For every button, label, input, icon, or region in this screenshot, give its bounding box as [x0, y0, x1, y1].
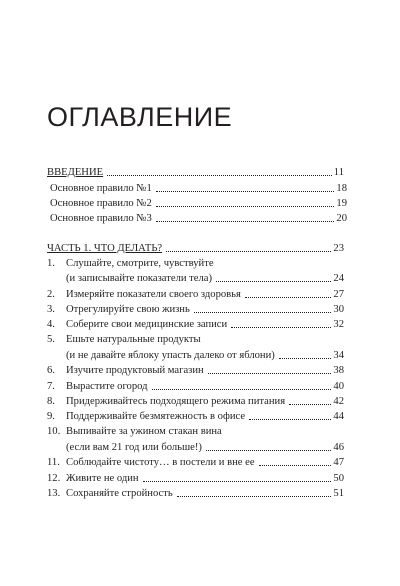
toc-page-number: 40 [333, 381, 344, 392]
toc-item-number: 13. [47, 488, 61, 499]
toc-item-1-first-line [47, 255, 214, 270]
toc-page-number: 51 [333, 488, 344, 499]
toc-item-number: 1. [47, 258, 55, 269]
toc-entry-label: Измеряйте показатели своего здоровья [66, 289, 241, 300]
toc-entry-item-7[interactable] [47, 378, 344, 393]
toc-page-number: 42 [333, 396, 344, 407]
toc-entry-label: ВВЕДЕНИЕ [47, 167, 104, 178]
toc-entry-item-10[interactable] [47, 439, 344, 454]
toc-entry-item-12[interactable] [47, 470, 344, 485]
toc-entry-item-6[interactable] [47, 362, 344, 377]
toc-entry-intro[interactable] [47, 164, 344, 179]
dot-leader [166, 250, 331, 252]
toc-entry-label: ЧАСТЬ 1. ЧТО ДЕЛАТЬ? [47, 243, 163, 254]
toc-entry-rule-2[interactable] [47, 195, 347, 210]
dot-leader [216, 280, 331, 282]
toc-entry-label: Основное правило №2 [50, 198, 152, 209]
toc-entry-rule-1[interactable] [47, 180, 347, 195]
toc-entry-item-2[interactable] [47, 286, 344, 301]
toc-entry-item-4[interactable] [47, 316, 344, 331]
toc-entry-label: Живите не один [66, 473, 139, 484]
toc-entry-label: Отрегулируйте свою жизнь [66, 304, 190, 315]
toc-item-number: 7. [47, 381, 55, 392]
dot-leader [259, 464, 332, 466]
dot-leader [156, 205, 335, 207]
toc-entry-label: Придерживайтесь подходящего режима питания [66, 396, 286, 407]
toc-entry-item-13[interactable] [47, 485, 344, 500]
toc-item-number: 11. [47, 457, 60, 468]
toc-entry-label: Сохраняйте стройность [66, 488, 173, 499]
toc-page-number: 32 [333, 319, 344, 330]
toc-page-number: 34 [333, 350, 344, 361]
toc-item-number: 10. [47, 426, 61, 437]
dot-leader [156, 190, 335, 192]
toc-page-number: 19 [336, 198, 347, 209]
toc-entry-label-continued: (и не давайте яблоку упасть далеко от яблони) [66, 350, 275, 361]
toc-entry-label: Слушайте, смотрите, чувствуйте [66, 258, 214, 269]
dot-leader [156, 220, 335, 222]
toc-entry-label-continued: (и записывайте показатели тела) [66, 273, 213, 284]
toc-item-number: 3. [47, 304, 55, 315]
toc-entry-rule-3[interactable] [47, 210, 347, 225]
page-title: ОГЛАВЛЕНИЕ [47, 102, 233, 132]
toc-item-number: 12. [47, 473, 61, 484]
toc-entry-label: Соблюдайте чистоту… в постели и вне ее [66, 457, 255, 468]
toc-page-number: 11 [333, 167, 344, 178]
toc-item-5-first-line [47, 331, 201, 346]
toc-page-number: 44 [333, 411, 344, 422]
dot-leader [143, 480, 332, 482]
toc-page-number: 23 [333, 243, 344, 254]
toc-entry-item-9[interactable] [47, 408, 344, 423]
toc-entry-label: Изучите продуктовый магазин [66, 365, 204, 376]
toc-page-number: 27 [333, 289, 344, 300]
toc-entry-part-1[interactable] [47, 240, 344, 255]
dot-leader [177, 495, 332, 497]
toc-entry-label: Основное правило №3 [50, 213, 152, 224]
dot-leader [231, 326, 331, 328]
dot-leader [194, 311, 332, 313]
toc-entry-label: Поддерживайте безмятежность в офисе [66, 411, 246, 422]
toc-entry-label: Основное правило №1 [50, 183, 152, 194]
toc-item-number: 2. [47, 289, 55, 300]
dot-leader [206, 449, 331, 451]
toc-entry-item-5[interactable] [47, 347, 344, 362]
toc-item-number: 9. [47, 411, 55, 422]
toc-page-number: 24 [333, 273, 344, 284]
toc-page-number: 30 [333, 304, 344, 315]
dot-leader [249, 418, 331, 420]
toc-page-number: 46 [333, 442, 344, 453]
toc-entry-label: Ешьте натуральные продукты [66, 334, 201, 345]
dot-leader [245, 296, 332, 298]
toc-item-number: 8. [47, 396, 55, 407]
toc-item-number: 6. [47, 365, 55, 376]
dot-leader [279, 357, 332, 359]
toc-entry-label: Соберите свои медицинские записи [66, 319, 228, 330]
toc-entry-item-11[interactable] [47, 454, 344, 469]
toc-item-number: 4. [47, 319, 55, 330]
toc-page-number: 50 [333, 473, 344, 484]
dot-leader [289, 403, 331, 405]
toc-entry-label: Выпивайте за ужином стакан вина [66, 426, 222, 437]
toc-entry-item-1[interactable] [47, 270, 344, 285]
dot-leader [208, 372, 332, 374]
toc-entry-item-3[interactable] [47, 301, 344, 316]
toc-page-number: 20 [336, 213, 347, 224]
dot-leader [152, 388, 332, 390]
toc-item-number: 5. [47, 334, 55, 345]
toc-entry-label-continued: (если вам 21 год или больше!) [66, 442, 202, 453]
dot-leader [107, 174, 332, 176]
toc-entry-label: Вырастите огород [66, 381, 148, 392]
toc-page-number: 18 [336, 183, 347, 194]
toc-page-number: 38 [333, 365, 344, 376]
toc-page-number: 47 [333, 457, 344, 468]
toc-item-10-first-line [47, 423, 222, 438]
toc-entry-item-8[interactable] [47, 393, 344, 408]
